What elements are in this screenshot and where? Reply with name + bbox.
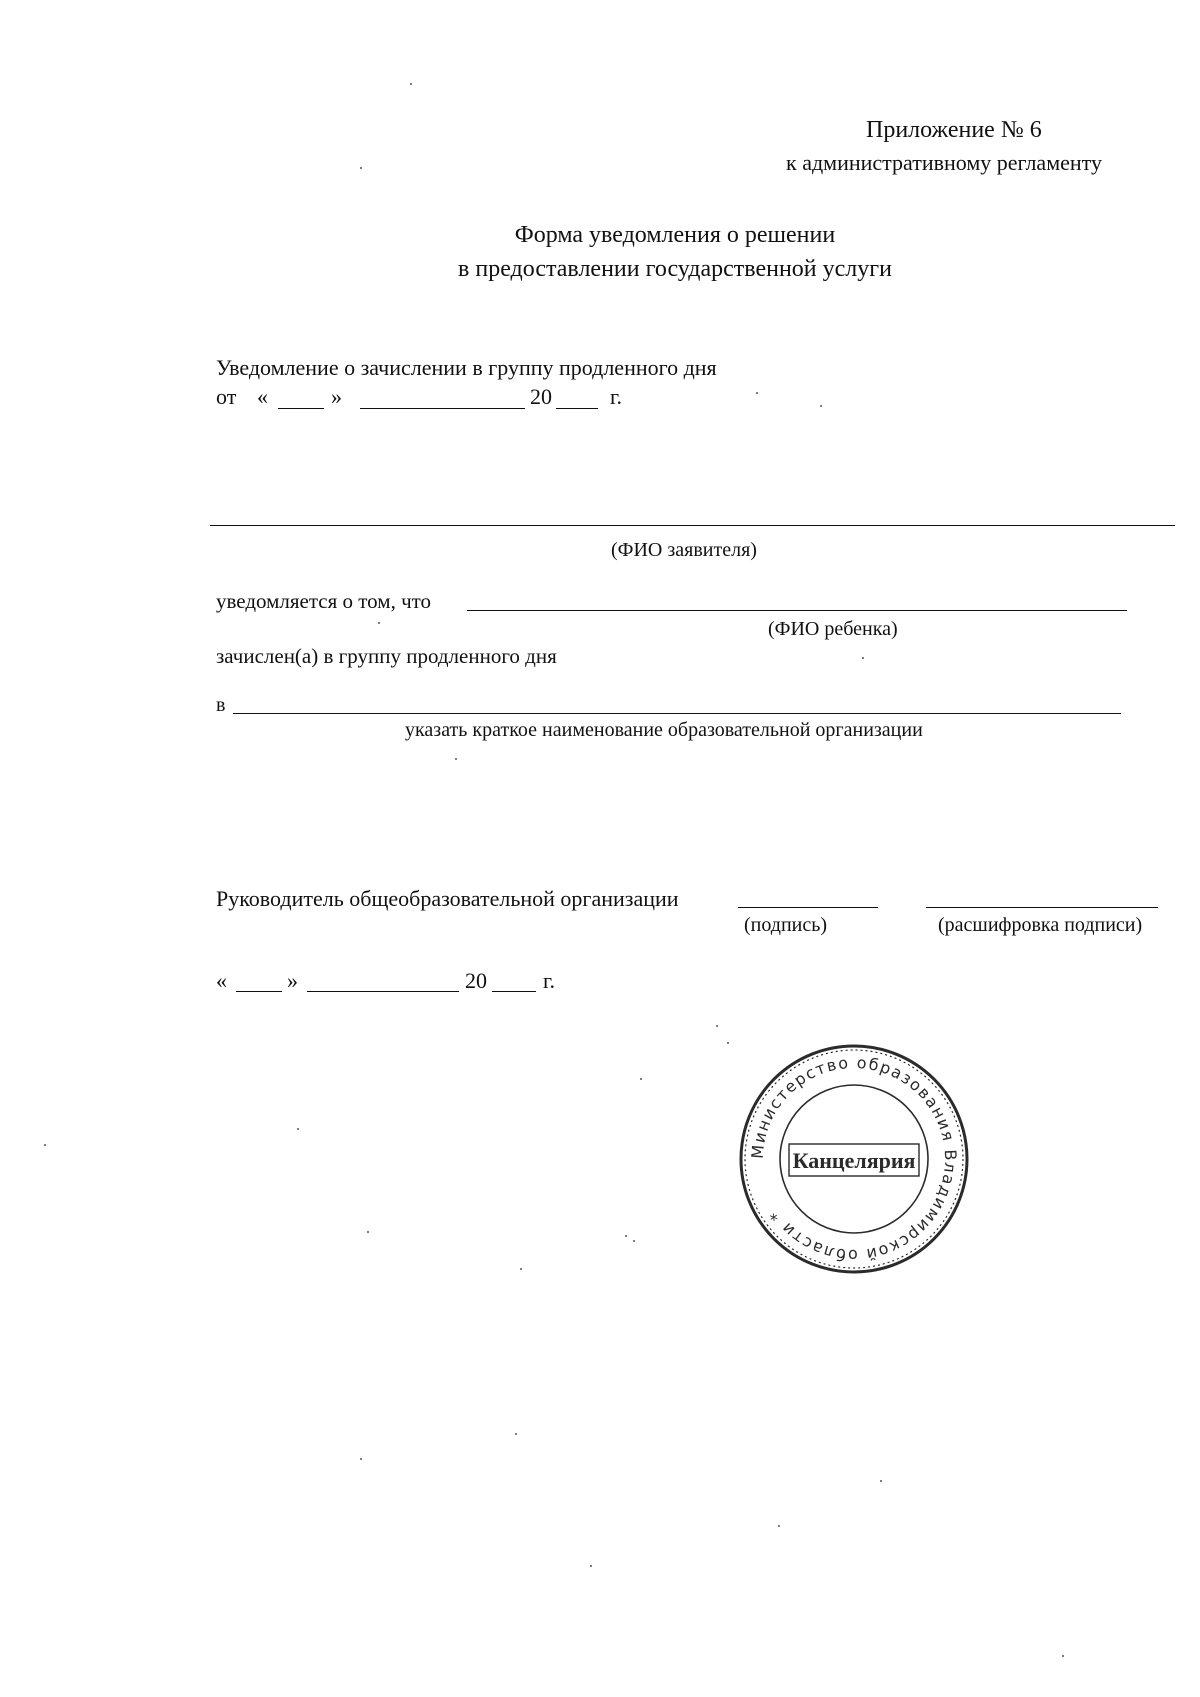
scan-speck [727,1042,729,1044]
day-field[interactable] [278,408,324,409]
scan-speck [756,392,758,394]
signature-decoding-caption: (расшифровка подписи) [938,914,1143,936]
scan-speck [360,1458,362,1460]
sign-quote-close: » [287,968,298,993]
child-name-field[interactable] [467,610,1127,611]
month-field[interactable] [360,408,525,409]
form-title-line1: Форма уведомления о решении [514,222,836,248]
form-title-line2: в предоставлении государственной услуги [458,256,892,282]
appendix-subtitle: к административному регламенту [786,150,1102,175]
scan-speck [360,167,362,169]
organization-field[interactable] [233,713,1121,714]
organization-prefix: в [216,694,226,716]
scan-speck [590,1565,592,1567]
scan-speck [44,1144,46,1146]
scan-speck [1062,1655,1064,1657]
scan-speck [520,1268,522,1270]
stamp-center-text: Канцелярия [792,1148,916,1173]
sign-day-field[interactable] [236,991,282,992]
scan-speck [410,83,412,85]
signature-caption: (подпись) [744,914,828,936]
signature-field[interactable] [738,907,878,908]
scan-speck [455,758,457,760]
official-stamp [738,1043,970,1275]
sign-month-field[interactable] [307,991,459,992]
sign-year-prefix: 20 [465,968,487,993]
stamp-ring-text: Министерство образования Владимирской области * [747,1052,961,1266]
scan-speck [297,1128,299,1130]
scan-speck [716,1025,718,1027]
year-suffix: г. [610,384,623,409]
sign-year-field[interactable] [492,991,536,992]
scan-speck [625,1235,627,1237]
child-name-caption: (ФИО ребенка) [768,618,898,640]
scan-speck [880,1480,882,1482]
year-field[interactable] [556,408,598,409]
scan-speck [820,405,822,407]
applicant-name-field[interactable] [210,525,1175,526]
scan-speck [378,622,380,624]
appendix-number: Приложение № 6 [866,117,1042,143]
scan-speck [633,1240,635,1242]
enrolled-text: зачислен(а) в группу продленного дня [216,644,557,668]
year-prefix: 20 [530,384,552,409]
scan-speck [778,1525,780,1527]
applicant-name-caption: (ФИО заявителя) [611,539,757,561]
sign-quote-open: « [216,968,227,993]
scan-speck [862,657,864,659]
quote-close: » [331,384,342,409]
sign-year-suffix: г. [543,968,556,993]
notice-heading: Уведомление о зачислении в группу продленного дня [216,355,717,380]
signature-decoding-field[interactable] [926,907,1158,908]
organization-caption: указать краткое наименование образовательной организации [405,719,923,741]
date-prefix: от [216,384,237,409]
quote-open: « [257,384,268,409]
notified-text: уведомляется о том, что [216,589,432,613]
scan-speck [367,1231,369,1233]
scan-speck [640,1078,642,1080]
head-of-organization-label: Руководитель общеобразовательной организации [216,886,679,911]
scan-speck [515,1433,517,1435]
